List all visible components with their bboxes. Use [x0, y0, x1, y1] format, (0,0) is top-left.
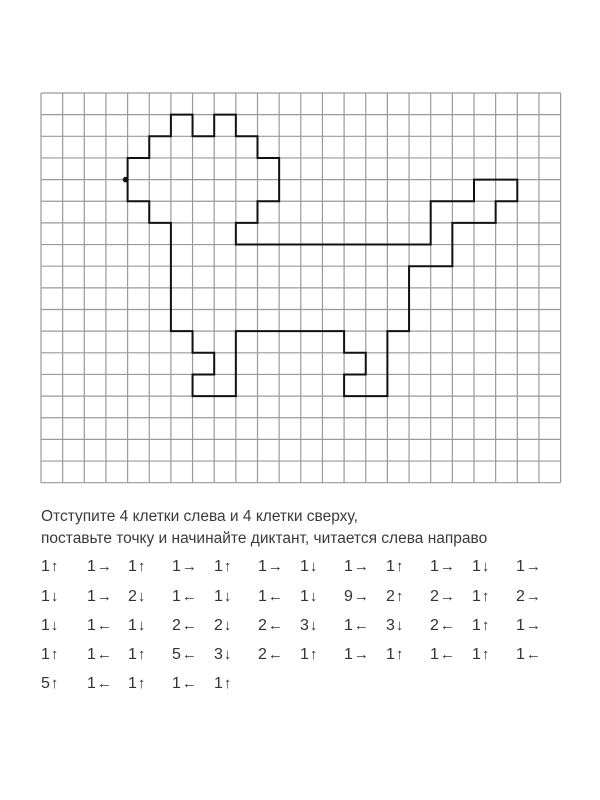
dictation-step [172, 675, 197, 693]
step-count: 1 [214, 588, 223, 605]
step-count: 1 [516, 558, 525, 575]
dictation-step [258, 558, 283, 576]
step-count: 1 [41, 646, 50, 663]
arrow-right-icon: → [439, 588, 455, 605]
step-count: 3 [214, 646, 223, 663]
dictation-step [87, 646, 112, 664]
arrow-right-icon: → [439, 558, 455, 575]
dictation-step [516, 617, 541, 635]
step-count: 1 [430, 558, 439, 575]
step-count: 1 [214, 558, 223, 575]
arrow-up-icon: ↑ [50, 558, 59, 575]
step-count: 1 [41, 588, 50, 605]
dictation-step [87, 617, 112, 635]
arrow-up-icon: ↑ [395, 588, 404, 605]
dictation-row [0, 588, 600, 612]
step-count: 2 [430, 617, 439, 634]
dictation-step [128, 617, 145, 635]
dictation-row [0, 617, 600, 641]
step-count: 9 [344, 588, 353, 605]
step-count: 1 [128, 617, 137, 634]
step-count: 2 [258, 617, 267, 634]
dictation-step [472, 617, 489, 635]
dictation-step [41, 558, 58, 576]
step-count: 1 [516, 617, 525, 634]
arrow-left-icon: ← [267, 588, 283, 605]
arrow-left-icon: ← [439, 646, 455, 663]
arrow-right-icon: → [525, 617, 541, 634]
arrow-left-icon: ← [181, 588, 197, 605]
dictation-step [41, 588, 58, 606]
dictation-step [214, 675, 231, 693]
arrow-left-icon: ← [96, 675, 112, 692]
dictation-step [300, 646, 317, 664]
step-count: 2 [516, 588, 525, 605]
arrow-down-icon: ↓ [223, 588, 232, 605]
step-count: 1 [472, 617, 481, 634]
dictation-step [87, 588, 112, 606]
dictation-step [300, 558, 317, 576]
arrow-up-icon: ↑ [223, 675, 232, 692]
step-count: 1 [87, 617, 96, 634]
arrow-right-icon: → [267, 558, 283, 575]
start-dot [123, 177, 129, 183]
step-count: 3 [300, 617, 309, 634]
step-count: 1 [172, 588, 181, 605]
arrow-down-icon: ↓ [223, 617, 232, 634]
arrow-up-icon: ↑ [395, 646, 404, 663]
dictation-row [0, 646, 600, 670]
arrow-down-icon: ↓ [309, 558, 318, 575]
dictation-step [430, 588, 455, 606]
arrow-left-icon: ← [267, 646, 283, 663]
arrow-up-icon: ↑ [137, 558, 146, 575]
step-count: 1 [386, 646, 395, 663]
arrow-right-icon: → [525, 558, 541, 575]
arrow-down-icon: ↓ [309, 617, 318, 634]
step-count: 1 [344, 646, 353, 663]
step-count: 1 [41, 558, 50, 575]
arrow-down-icon: ↓ [137, 617, 146, 634]
dictation-step [300, 588, 317, 606]
step-count: 1 [472, 646, 481, 663]
step-count: 1 [344, 558, 353, 575]
dictation-step [386, 558, 403, 576]
arrow-left-icon: ← [353, 617, 369, 634]
dictation-step [87, 558, 112, 576]
instruction-line-2: поставьте точку и начинайте диктант, читается слева направо [41, 530, 488, 547]
dictation-step [214, 646, 231, 664]
step-count: 1 [128, 646, 137, 663]
dictation-step [516, 646, 541, 664]
dictation-step [41, 617, 58, 635]
arrow-down-icon: ↓ [395, 617, 404, 634]
step-count: 1 [516, 646, 525, 663]
arrow-down-icon: ↓ [50, 588, 59, 605]
dictation-step [300, 617, 317, 635]
step-count: 1 [300, 588, 309, 605]
step-count: 1 [472, 588, 481, 605]
arrow-up-icon: ↑ [395, 558, 404, 575]
arrow-down-icon: ↓ [137, 588, 146, 605]
step-count: 1 [87, 588, 96, 605]
dictation-step [258, 646, 283, 664]
dictation-row [0, 558, 600, 582]
step-count: 2 [214, 617, 223, 634]
dictation-step [344, 617, 369, 635]
arrow-right-icon: → [96, 588, 112, 605]
arrow-left-icon: ← [181, 675, 197, 692]
dictation-step [430, 617, 455, 635]
dictation-step [386, 646, 403, 664]
arrow-down-icon: ↓ [309, 588, 318, 605]
dictation-step [472, 588, 489, 606]
arrow-up-icon: ↑ [481, 588, 490, 605]
arrow-down-icon: ↓ [481, 558, 490, 575]
step-count: 2 [258, 646, 267, 663]
step-count: 2 [430, 588, 439, 605]
arrow-right-icon: → [353, 646, 369, 663]
dictation-step [344, 588, 369, 606]
step-count: 1 [300, 646, 309, 663]
dictation-step [128, 588, 145, 606]
step-count: 1 [41, 617, 50, 634]
arrow-up-icon: ↑ [481, 617, 490, 634]
step-count: 2 [386, 588, 395, 605]
arrow-right-icon: → [353, 558, 369, 575]
dictation-step [172, 617, 197, 635]
step-count: 1 [128, 558, 137, 575]
arrow-left-icon: ← [267, 617, 283, 634]
dictation-step [172, 646, 197, 664]
instructions [41, 506, 487, 550]
arrow-left-icon: ← [96, 617, 112, 634]
step-count: 2 [172, 617, 181, 634]
arrow-down-icon: ↓ [50, 617, 59, 634]
step-count: 1 [344, 617, 353, 634]
step-count: 5 [41, 675, 50, 692]
arrow-down-icon: ↓ [223, 646, 232, 663]
arrow-left-icon: ← [439, 617, 455, 634]
arrow-up-icon: ↑ [50, 675, 59, 692]
step-count: 1 [87, 675, 96, 692]
dictation-step [172, 588, 197, 606]
arrow-right-icon: → [96, 558, 112, 575]
step-count: 1 [87, 558, 96, 575]
dictation-step [430, 558, 455, 576]
arrow-up-icon: ↑ [481, 646, 490, 663]
arrow-left-icon: ← [181, 617, 197, 634]
step-count: 1 [258, 588, 267, 605]
dictation-step [214, 617, 231, 635]
dictation-step [41, 675, 58, 693]
dictation-step [430, 646, 455, 664]
step-count: 2 [128, 588, 137, 605]
dictation-step [516, 558, 541, 576]
dictation-step [128, 675, 145, 693]
dictation-step [87, 675, 112, 693]
dictation-step [258, 588, 283, 606]
dictation-step [258, 617, 283, 635]
dictation-row [0, 675, 600, 699]
dictation-step [41, 646, 58, 664]
step-count: 1 [472, 558, 481, 575]
dictation-step [344, 558, 369, 576]
arrow-left-icon: ← [96, 646, 112, 663]
arrow-left-icon: ← [181, 646, 197, 663]
dictation-step [472, 558, 489, 576]
step-count: 1 [87, 646, 96, 663]
step-count: 1 [172, 558, 181, 575]
dictation-step [472, 646, 489, 664]
instruction-line-1: Отступите 4 клетки слева и 4 клетки сверху, [41, 508, 358, 525]
step-count: 1 [430, 646, 439, 663]
arrow-up-icon: ↑ [309, 646, 318, 663]
dictation-step [214, 558, 231, 576]
step-count: 1 [386, 558, 395, 575]
arrow-up-icon: ↑ [137, 675, 146, 692]
step-count: 1 [128, 675, 137, 692]
dictation-step [386, 588, 403, 606]
step-count: 1 [258, 558, 267, 575]
step-count: 1 [300, 558, 309, 575]
arrow-up-icon: ↑ [137, 646, 146, 663]
step-count: 1 [214, 675, 223, 692]
dictation-step [214, 588, 231, 606]
arrow-right-icon: → [525, 588, 541, 605]
arrow-right-icon: → [181, 558, 197, 575]
dictation-step [386, 617, 403, 635]
dictation-step [344, 646, 369, 664]
arrow-up-icon: ↑ [50, 646, 59, 663]
dictation-step [172, 558, 197, 576]
step-count: 3 [386, 617, 395, 634]
arrow-up-icon: ↑ [223, 558, 232, 575]
step-count: 5 [172, 646, 181, 663]
dictation-step [128, 646, 145, 664]
arrow-left-icon: ← [525, 646, 541, 663]
dictation-step [516, 588, 541, 606]
dictation-step [128, 558, 145, 576]
step-count: 1 [172, 675, 181, 692]
arrow-right-icon: → [353, 588, 369, 605]
